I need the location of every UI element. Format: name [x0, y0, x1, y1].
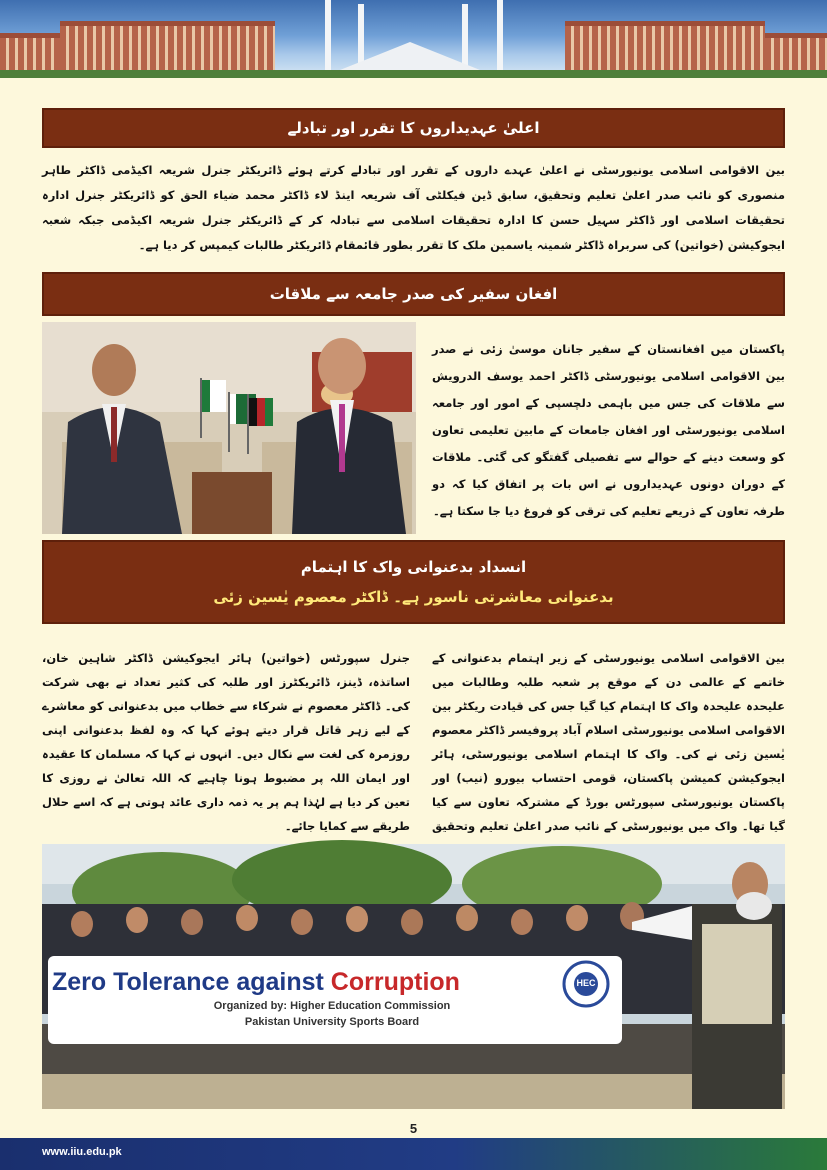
footer-bar	[0, 1138, 827, 1170]
section-heading-appointments	[42, 108, 785, 148]
anti-corruption-walk-photo	[42, 844, 785, 1109]
section-heading-text: اعلیٰ عہدیداروں کا تقرر اور تبادلے	[287, 119, 540, 137]
minaret	[462, 4, 468, 72]
section-heading-text: افغان سفیر کی صدر جامعہ سے ملاقات	[269, 285, 558, 303]
campus-building-left	[0, 33, 60, 72]
minaret	[497, 0, 503, 72]
section-heading-anti-corruption-walk	[42, 540, 785, 624]
section-heading-afghan-ambassador	[42, 272, 785, 316]
header-banner-photo	[0, 0, 827, 78]
section-heading-text: انسداد بدعنوانی واک کا اہتمام	[300, 558, 527, 576]
section-body-left-column: جنرل سپورٹس (خواتین) ہائر ایجوکیشن ڈاکٹر شاہین خان، اساتذہ، ڈینز، ڈائریکٹرز اور طلبہ کی کثیر تعداد نے بھی شرکت کی۔ ڈاکٹر معصوم نے شرکاء سے خطاب میں بدعنوانی کو معاشرے کے لیے زہر قاتل قرار دیتے ہوئے کہا کہ وہ لفظ بدعنوانی اپنی روزمرہ کی لغت سے نکال دیں۔ انہوں نے کہا کہ مسلمان کا عقیدہ اور ایمان اللہ پر مضبوط ہونا چاہیے کہ اللہ تعالیٰ نے روزی کا تعین کر دیا ہے لہٰذا ہم پر یہ ذمہ داری عائد ہوتی ہے کہ اسے حلال طریقے سے کمایا جائے۔	[42, 651, 410, 833]
section-body-afghan-ambassador: پاکستان میں افغانستان کے سفیر جانان موسیٰ زئی نے صدر بین الاقوامی اسلامی یونیورسٹی ڈاکٹر احمد یوسف الدرویش سے ملاقات کی جس میں باہمی دلچسپی کے امور اور جامعہ اسلامی یونیورسٹی اور افغان جامعات کے مابین تعلیمی تعاون کو وسعت دینے کے حوالے سے تفصیلی گفتگو کی گئی۔ ملاقات کے دوران دونوں عہدیداروں نے اس بات پر اتفاق کیا کہ دو طرفہ تعاون کے ذریعے تعلیم کی ترقی کو فروغ دیا جا سکتا ہے۔	[432, 342, 785, 518]
banner-organizer: Organized by: Higher Education Commission	[213, 1000, 451, 1012]
campus-building-left-main	[60, 21, 275, 72]
hec-logo-text: HEC	[576, 978, 596, 988]
page-number: 5	[409, 1121, 418, 1136]
minaret	[325, 0, 331, 72]
grass-strip	[0, 70, 827, 78]
banner-sports-board: Pakistan University Sports Board	[244, 1016, 420, 1028]
banner-headline-part1: Zero Tolerance against	[52, 968, 331, 996]
campus-building-right	[765, 33, 827, 72]
meeting-scene	[42, 322, 416, 534]
meeting-photo	[42, 322, 416, 534]
section-body-appointments: بین الاقوامی اسلامی یونیورسٹی نے اعلیٰ عہدے داروں کے تقرر اور تبادلے کرتے ہوئے ڈائریکٹر جنرل شریعہ اکیڈمی ڈاکٹر طاہر منصوری کو نائب صدر اعلیٰ تعلیم وتحقیق، سابق ڈین فیکلٹی آف شریعہ اینڈ لاء ڈاکٹر محمد ضیاء الحق کو ڈائریکٹر جنرل ادارہ تحقیقات اسلامی اور ڈاکٹر سہیل حسن کا ادارہ تحقیقات اسلامی سے تبادلہ کر کے ڈائریکٹر جنرل شریعہ اکیڈمی جبکہ شعبہ ایجوکیشن (خواتین) کی سربراہ ڈاکٹر شمینہ یاسمین ملک کا تقرر بطور قائمقام ڈائریکٹر طالبات کیمپس کر دیا ہے۔	[42, 163, 785, 252]
campus-building-right-main	[565, 21, 765, 72]
footer-website-link[interactable]: www.iiu.edu.pk	[42, 1146, 122, 1158]
banner-headline	[52, 968, 532, 997]
banner-headline-part2: Corruption	[330, 968, 460, 996]
section-body-right-column: بین الاقوامی اسلامی یونیورسٹی کے زیر اہتمام بدعنوانی کے خاتمے کے عالمی دن کے موقع پر شعبہ طلبہ وطالبات میں علیحدہ علیحدہ واک کا اہتمام کیا گیا جس کی قیادت ریکٹر بین الاقوامی اسلامی یونیورسٹی اسلام آباد پروفیسر ڈاکٹر معصوم یٰسین زئی نے کی۔ واک کا اہتمام اسلامی یونیورسٹی، ہائر ایجوکیشن کمیشن پاکستان، قومی احتساب بیورو (نیب) اور پاکستان یونیورسٹی سپورٹس بورڈ کے مشترکہ تعاون سے کیا گیا تھا۔ واک میں یونیورسٹی کے نائب صدر اعلیٰ تعلیم وتحقیق	[432, 651, 785, 833]
section-subheading-text: بدعنوانی معاشرتی ناسور ہے۔ ڈاکٹر معصوم یٰسین زئی	[213, 588, 614, 606]
